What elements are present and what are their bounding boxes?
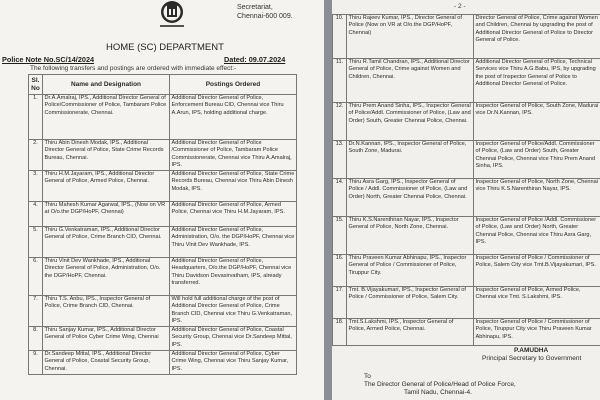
row-posting: Inspector General of Police / Commissioner of Police, Tiruppur City vice Thiru Praveen Kumar Abhinapu, IPS.: [474, 319, 600, 346]
row-sl: 9.: [29, 351, 43, 375]
row-name: Thiru Vinit Dev Wankhade, IPS., Additional Director General of Police, Administration, O/o. the DGP/HoPF, Chennai.: [43, 258, 170, 296]
table-row: [29, 227, 297, 258]
row-posting: Additional Director General of Police, Cyber Crime Wing, Chennai vice Thiru Sanjay Kumar, IPS.: [170, 351, 297, 375]
row-posting: Inspector General of Police/Addl. Commissioner of Police, (Law and Order) South, Greater Chennai Police, Chennai vice Thiru Prem Anand Sinha, IPS.: [474, 141, 600, 179]
transfers-table: [28, 74, 297, 375]
row-sl: 17.: [333, 287, 347, 319]
row-name: Thiru Abin Dinesh Modak, IPS., Additional Director General of Police, State Crime Records Bureau, Chennai.: [43, 140, 170, 171]
address-line-2: Chennai-600 009.: [237, 13, 293, 20]
page-number: - 2 -: [454, 3, 466, 10]
row-posting: Additional Director General of Police, Headquarters, O/o.the DGP/HoPF, Chennai vice Thiru Davidson Devasirvatham, IPS, already transferred.: [170, 258, 297, 296]
row-sl: 3.: [29, 171, 43, 202]
table-row: [29, 258, 297, 296]
row-posting: Inspector General of Police /Addl. Commissioner of Police, (Law and Order) North, Greater Chennai Police, Chennai vice Thiru Asra Garg, IPS.: [474, 217, 600, 255]
row-posting: Additional Director General of Police /Commissioner of Police, Tambaram Police Commissionerate, Chennai vice Thiru A.Amalraj, IPS.: [170, 140, 297, 171]
table-row: [29, 140, 297, 171]
row-name: Thiru K.S.Narenthiran Nayar, IPS., Inspector General of Police, North Zone, Chennai.: [347, 217, 474, 255]
row-posting: Additional Director General of Police, Technical Services vice Thiru A.G.Babu, IPS, by upgrading the post of Inspector General of Police to Additional Director General of Police.: [474, 59, 600, 103]
row-name: Thiru Praveen Kumar Abhinapu, IPS., Inspector General of Police / Commissioner of Police, Tiruppur City.: [347, 255, 474, 287]
table-row: [333, 179, 600, 217]
department-title: HOME (SC) DEPARTMENT: [106, 42, 224, 53]
row-sl: 10.: [333, 15, 347, 59]
row-name: Thiru G.Venkatraman, IPS., Additional Director General of Police, Crime Branch CID, Chennai.: [43, 227, 170, 258]
row-sl: 4.: [29, 202, 43, 227]
signatory-title: Principal Secretary to Government: [482, 355, 582, 362]
table-row: [333, 59, 600, 103]
row-posting: Additional Director General of Police, State Crime Records Bureau, Chennai vice Thiru Abin Dinesh Modak, IPS.: [170, 171, 297, 202]
row-posting: Additional Director General of Police, Coastal Security Group, Chennai vice Dr.Sandeep Mittal, IPS.: [170, 327, 297, 351]
table-row: [333, 287, 600, 319]
row-sl: 15.: [333, 217, 347, 255]
row-posting: Inspector General of Police, Armed Police, Chennai vice Tmt. S.Lakshmi, IPS.: [474, 287, 600, 319]
table-row: [29, 95, 297, 140]
row-name: Dr.Sandeep Mittal, IPS., Additional Director General of Police, Coastal Security Group, Chennai.: [43, 351, 170, 375]
row-posting: Additional Director General of Police, Administration, O/o. the DGP/HoPF, Chennai vice Thiru Vinit Dev Wankhade, IPS.: [170, 227, 297, 258]
col-sl-no: Sl. No: [29, 75, 43, 95]
table-row: [333, 255, 600, 287]
row-name: Thiru H.M.Jayaram, IPS., Additional Director General of Police, Armed Police, Chennai.: [43, 171, 170, 202]
row-name: Thiru T.S. Anbu, IPS., Inspector General of Police, Crime Branch CID, Chennai.: [43, 296, 170, 327]
to-label: To: [364, 373, 371, 380]
row-name: Tmt.S.Lakshmi, IPS., Inspector General of Police, Armed Police, Chennai.: [347, 319, 474, 346]
row-name: Tmt. B.Vijayakumari, IPS., Inspector General of Police / Commissioner of Police, Salem City.: [347, 287, 474, 319]
row-name: Thiru Rajeev Kumar, IPS., Director General of Police (Now on VR at O/o.the DGP/HoPF, Chennai): [347, 15, 474, 59]
table-row: [29, 202, 297, 227]
row-sl: 18.: [333, 319, 347, 346]
table-row: [333, 319, 600, 346]
row-posting: Additional Director General of Police, Enforcement Bureau CID, Chennai vice Thiru A.Arun, IPS, holding additional charge.: [170, 95, 297, 140]
police-note-number: Police Note No.SC/14/2024: [2, 55, 95, 64]
recipient-line: The Director General of Police/Head of Police Force,: [364, 381, 516, 388]
row-posting: Inspector General of Police / Commissioner of Police, Salem City vice Tmt.B.Vijayakumari, IPS.: [474, 255, 600, 287]
row-sl: 14.: [333, 179, 347, 217]
recipient-place: Tamil Nadu, Chennai-4.: [404, 389, 472, 396]
table-row: [333, 141, 600, 179]
row-sl: 1.: [29, 95, 43, 140]
address-line-1: Secretariat,: [237, 4, 273, 11]
row-posting: Additional Director General of Police, Armed Police, Chennai vice Thiru H.M.Jayaram, IPS.: [170, 202, 297, 227]
note-date: Dated: 09.07.2024: [224, 55, 286, 64]
table-row: [333, 15, 600, 59]
row-sl: 13.: [333, 141, 347, 179]
col-name-designation: Name and Designation: [43, 75, 170, 95]
row-sl: 7.: [29, 296, 43, 327]
intro-text: The following transfers and postings are ordered with immediate effect:-: [30, 65, 237, 72]
row-sl: 11.: [333, 59, 347, 103]
table-row: [29, 171, 297, 202]
row-posting: Inspector General of Police, North Zone, Chennai vice Thiru K.S.Narenthiran Nayar, IPS.: [474, 179, 600, 217]
row-sl: 5.: [29, 227, 43, 258]
row-name: Thiru Sanjay Kumar, IPS., Additional Director General of Police Cyber Crime Wing, Chennai: [43, 327, 170, 351]
table-row: [333, 217, 600, 255]
row-posting: Will hold full additional charge of the post of Additional Director General of Police, Crime Branch CID, Chennai vice Thiru G.Venkatraman, IPS.: [170, 296, 297, 327]
table-row: [29, 296, 297, 327]
row-name: Dr.N.Kannan, IPS., Inspector General of Police, South Zone, Madurai.: [347, 141, 474, 179]
row-name: Thiru Mahesh Kumar Agarwal, IPS., (Now on VR at O/o.the DGP/HoPF, Chennai): [43, 202, 170, 227]
transfers-table-continued: [332, 14, 600, 346]
col-postings-ordered: Postings Ordered: [170, 75, 297, 95]
row-name: Thiru Asra Garg, IPS., Inspector General of Police / Addl. Commissioner of Police, (Law and Order) North, Greater Chennai Police, Chennai.: [347, 179, 474, 217]
row-name: Thiru Prem Anand Sinha, IPS., Inspector General of Police/Addl. Commissioner of Police, (Law and Order) South, Greater Chennai Police, Chennai.: [347, 103, 474, 141]
row-name: Thiru R.Tamil Chandran, IPS., Additional Director General of Police, Crime against Women and Children, Chennai.: [347, 59, 474, 103]
document-page-2: [332, 0, 600, 400]
table-row: [333, 103, 600, 141]
row-sl: 16.: [333, 255, 347, 287]
row-name: Dr.A.Amalraj, IPS., Additional Director General of Police/Commissioner of Police, Tambaram Police Commissionerate, Chennai.: [43, 95, 170, 140]
table-header-row: [29, 75, 297, 95]
row-sl: 2.: [29, 140, 43, 171]
table-row: [29, 327, 297, 351]
tamil-nadu-emblem-icon: [152, 0, 192, 30]
row-posting: Inspector General of Police, South Zone, Madurai vice Dr.N.Kannan, IPS.: [474, 103, 600, 141]
row-sl: 6.: [29, 258, 43, 296]
row-sl: 8.: [29, 327, 43, 351]
row-posting: Director General of Police, Crime against Women and Children, Chennai by upgrading the post of Additional Director General of Police to Director General of Police.: [474, 15, 600, 59]
signatory-name: P.AMUDHA: [514, 347, 549, 354]
table-row: [29, 351, 297, 375]
row-sl: 12.: [333, 103, 347, 141]
